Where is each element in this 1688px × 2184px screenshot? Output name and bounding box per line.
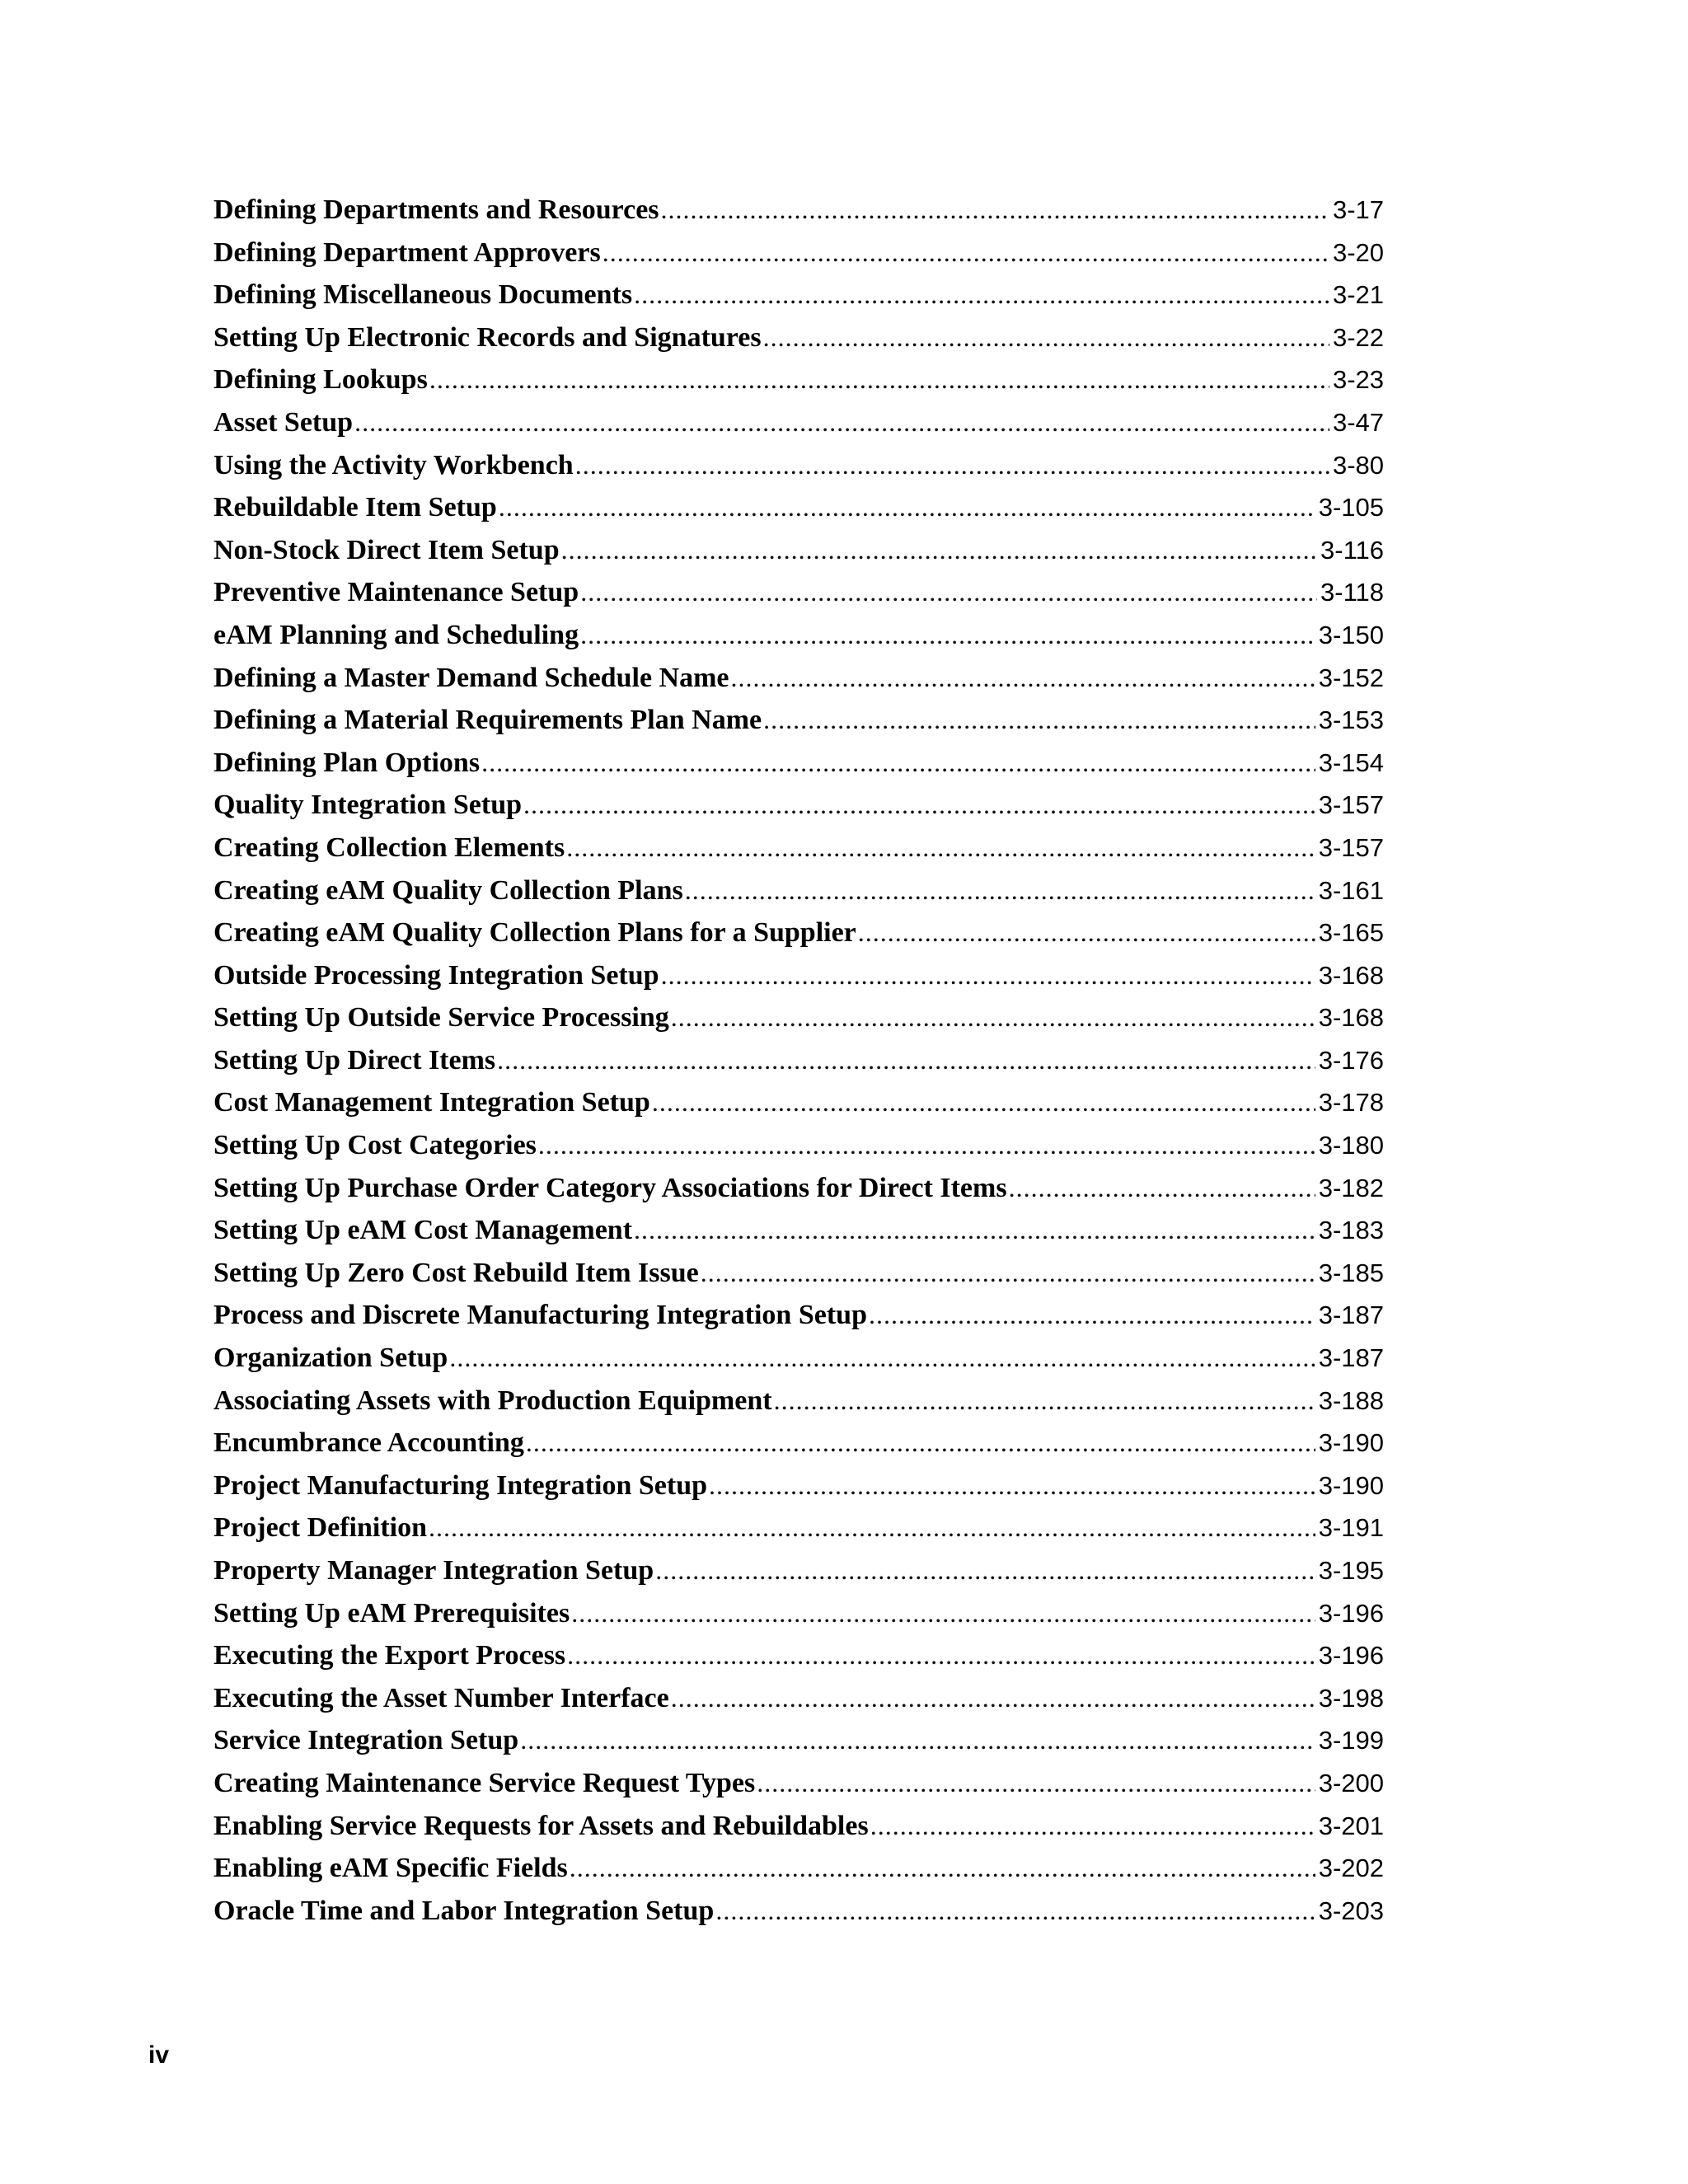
toc-entry-title: Setting Up Electronic Records and Signatures [213, 321, 762, 353]
toc-entry-title: Process and Discrete Manufacturing Integration Setup [213, 1300, 867, 1331]
toc-entry[interactable] [213, 1896, 1384, 1938]
toc-entry-page: 3-180 [1318, 1131, 1384, 1160]
dot-leader [709, 1470, 1315, 1501]
dot-leader [757, 1768, 1315, 1798]
toc-entry[interactable] [213, 705, 1384, 748]
dot-leader [661, 960, 1315, 991]
dot-leader [774, 1385, 1315, 1416]
toc-entry[interactable] [213, 535, 1384, 578]
toc-entry[interactable] [213, 748, 1384, 790]
toc-entry[interactable] [213, 790, 1384, 832]
toc-entry-title: Setting Up Purchase Order Category Associations for Direct Items [213, 1172, 1007, 1203]
toc-entry-page: 3-165 [1318, 918, 1384, 948]
dot-leader [661, 194, 1329, 225]
toc-entry-title: Creating Collection Elements [213, 832, 565, 863]
toc-entry[interactable] [213, 279, 1384, 322]
dot-leader [731, 663, 1315, 693]
dot-leader [715, 1896, 1315, 1926]
toc-entry-title: Defining Miscellaneous Documents [213, 279, 633, 311]
toc-entry-page: 3-157 [1318, 790, 1384, 820]
toc-entry[interactable] [213, 1427, 1384, 1470]
toc-entry-title: Setting Up eAM Cost Management [213, 1215, 633, 1246]
dot-leader [580, 577, 1317, 607]
dot-leader [499, 492, 1315, 523]
toc-entry-title: Creating eAM Quality Collection Plans [213, 874, 683, 906]
toc-entry[interactable] [213, 1087, 1384, 1130]
toc-entry[interactable] [213, 407, 1384, 450]
toc-entry-page: 3-202 [1318, 1854, 1384, 1883]
toc-entry[interactable] [213, 1343, 1384, 1385]
dot-leader [429, 364, 1329, 395]
toc-entry-page: 3-196 [1318, 1641, 1384, 1671]
toc-entry[interactable] [213, 1215, 1384, 1258]
dot-leader [858, 917, 1315, 948]
dot-leader [763, 322, 1329, 353]
toc-entry[interactable] [213, 1258, 1384, 1301]
toc-entry-title: Encumbrance Accounting [213, 1427, 524, 1459]
toc-entry-title: Project Definition [213, 1512, 428, 1544]
dot-leader [570, 1853, 1315, 1883]
toc-entry-page: 3-195 [1318, 1556, 1384, 1585]
dot-leader [571, 1598, 1315, 1629]
toc-entry[interactable] [213, 832, 1384, 875]
dot-leader [1009, 1173, 1315, 1203]
table-of-contents [213, 194, 1384, 1938]
toc-entry-title: Executing the Asset Number Interface [213, 1682, 669, 1713]
dot-leader [481, 748, 1315, 778]
toc-entry[interactable] [213, 663, 1384, 705]
toc-entry-title: Defining Department Approvers [213, 237, 601, 268]
toc-entry-title: Service Integration Setup [213, 1725, 519, 1756]
toc-entry-title: Organization Setup [213, 1343, 448, 1374]
toc-entry-page: 3-20 [1332, 237, 1384, 267]
dot-leader [869, 1300, 1315, 1330]
toc-entry-title: Enabling eAM Specific Fields [213, 1853, 568, 1884]
toc-entry-title: Quality Integration Setup [213, 790, 523, 821]
toc-entry[interactable] [213, 322, 1384, 365]
toc-entry-page: 3-17 [1332, 195, 1384, 224]
toc-entry-page: 3-168 [1318, 960, 1384, 990]
toc-entry[interactable] [213, 1811, 1384, 1854]
toc-entry-page: 3-203 [1318, 1896, 1384, 1925]
dot-leader [497, 1045, 1315, 1076]
toc-entry-title: Executing the Export Process [213, 1640, 566, 1671]
toc-entry-page: 3-188 [1318, 1385, 1384, 1415]
toc-entry-title: Defining a Master Demand Schedule Name [213, 662, 729, 693]
toc-entry[interactable] [213, 1300, 1384, 1343]
toc-entry[interactable] [213, 450, 1384, 493]
dot-leader [449, 1343, 1315, 1373]
dot-leader [526, 1427, 1315, 1458]
toc-entry-page: 3-152 [1318, 663, 1384, 692]
toc-entry-title: Creating Maintenance Service Request Types [213, 1767, 756, 1798]
toc-entry-page: 3-183 [1318, 1216, 1384, 1245]
dot-leader [671, 1683, 1315, 1713]
toc-entry-page: 3-201 [1318, 1811, 1384, 1840]
toc-entry-page: 3-187 [1318, 1343, 1384, 1373]
page-number: iv [148, 2041, 170, 2069]
toc-entry[interactable] [213, 194, 1384, 237]
toc-entry-title: Setting Up Outside Service Processing [213, 1002, 669, 1033]
toc-entry-title: Cost Management Integration Setup [213, 1087, 650, 1118]
toc-entry-page: 3-185 [1318, 1258, 1384, 1287]
toc-entry-page: 3-150 [1318, 620, 1384, 649]
toc-entry-page: 3-168 [1318, 1003, 1384, 1033]
toc-entry-title: Defining Lookups [213, 364, 428, 396]
toc-entry-title: Setting Up eAM Prerequisites [213, 1597, 570, 1629]
toc-entry[interactable] [213, 1640, 1384, 1683]
toc-entry-title: Associating Assets with Production Equipment [213, 1385, 772, 1416]
toc-entry-page: 3-178 [1318, 1088, 1384, 1118]
toc-entry-page: 3-196 [1318, 1598, 1384, 1628]
toc-entry-title: eAM Planning and Scheduling [213, 619, 579, 650]
toc-entry-page: 3-161 [1318, 875, 1384, 905]
toc-entry[interactable] [213, 577, 1384, 620]
toc-entry-page: 3-118 [1320, 578, 1384, 607]
toc-entry-title: Project Manufacturing Integration Setup [213, 1469, 708, 1501]
toc-entry[interactable] [213, 1385, 1384, 1428]
dot-leader [538, 1130, 1315, 1160]
toc-entry[interactable] [213, 237, 1384, 280]
toc-entry-title: Non-Stock Direct Item Setup [213, 534, 560, 565]
toc-entry[interactable] [213, 875, 1384, 918]
toc-entry-page: 3-187 [1318, 1301, 1384, 1330]
toc-entry-title: Property Manager Integration Setup [213, 1555, 654, 1586]
dot-leader [580, 620, 1315, 650]
dot-leader [671, 1002, 1315, 1033]
toc-entry[interactable] [213, 620, 1384, 663]
dot-leader [685, 875, 1315, 906]
toc-entry-page: 3-190 [1318, 1428, 1384, 1458]
toc-entry[interactable] [213, 960, 1384, 1003]
dot-leader [763, 705, 1315, 735]
toc-entry-page: 3-190 [1318, 1470, 1384, 1500]
toc-entry-title: Setting Up Direct Items [213, 1044, 496, 1076]
dot-leader [652, 1087, 1315, 1118]
toc-entry[interactable] [213, 1512, 1384, 1555]
toc-entry-page: 3-47 [1332, 407, 1384, 437]
toc-entry-title: Defining a Material Requirements Plan Name [213, 705, 762, 736]
dot-leader [655, 1555, 1315, 1586]
toc-entry[interactable] [213, 1470, 1384, 1513]
toc-entry[interactable] [213, 1045, 1384, 1088]
toc-entry[interactable] [213, 1130, 1384, 1173]
dot-leader [354, 407, 1329, 438]
toc-entry-title: Creating eAM Quality Collection Plans for a Supplier [213, 917, 856, 949]
toc-entry-page: 3-116 [1320, 535, 1384, 565]
toc-entry-page: 3-105 [1318, 493, 1384, 523]
toc-entry-page: 3-157 [1318, 832, 1384, 862]
toc-entry[interactable] [213, 1555, 1384, 1598]
toc-entry-page: 3-153 [1318, 705, 1384, 735]
dot-leader [575, 450, 1329, 480]
toc-entry[interactable] [213, 917, 1384, 960]
dot-leader [701, 1258, 1315, 1288]
dot-leader [520, 1725, 1315, 1755]
dot-leader [634, 279, 1329, 310]
toc-entry[interactable] [213, 1725, 1384, 1768]
toc-entry-title: Rebuildable Item Setup [213, 492, 497, 523]
toc-entry-page: 3-154 [1318, 748, 1384, 777]
dot-leader [567, 1640, 1315, 1671]
toc-entry-page: 3-200 [1318, 1768, 1384, 1797]
toc-entry-page: 3-191 [1318, 1513, 1384, 1543]
toc-entry-title: Setting Up Cost Categories [213, 1130, 537, 1161]
toc-entry-title: Outside Processing Integration Setup [213, 959, 659, 991]
dot-leader [566, 832, 1315, 863]
toc-entry-title: Defining Departments and Resources [213, 194, 659, 225]
toc-entry-title: Enabling Service Requests for Assets and Rebuildables [213, 1810, 869, 1841]
toc-entry[interactable] [213, 1002, 1384, 1045]
toc-entry-page: 3-23 [1332, 365, 1384, 395]
toc-entry-title: Using the Activity Workbench [213, 449, 574, 480]
toc-entry[interactable] [213, 1768, 1384, 1811]
toc-entry-title: Preventive Maintenance Setup [213, 577, 579, 608]
toc-entry-page: 3-176 [1318, 1045, 1384, 1075]
toc-entry-page: 3-80 [1332, 450, 1384, 480]
toc-entry[interactable] [213, 492, 1384, 535]
toc-entry[interactable] [213, 1853, 1384, 1896]
dot-leader [870, 1811, 1315, 1841]
toc-entry-title: Setting Up Zero Cost Rebuild Item Issue [213, 1257, 699, 1288]
toc-entry-page: 3-22 [1332, 322, 1384, 352]
toc-entry-page: 3-199 [1318, 1726, 1384, 1755]
toc-entry-title: Oracle Time and Labor Integration Setup [213, 1895, 715, 1926]
toc-entry-page: 3-21 [1332, 280, 1384, 310]
toc-entry-title: Asset Setup [213, 406, 354, 438]
dot-leader [523, 790, 1315, 820]
toc-entry-title: Defining Plan Options [213, 747, 481, 778]
toc-entry[interactable] [213, 364, 1384, 407]
dot-leader [603, 237, 1329, 268]
dot-leader [634, 1215, 1315, 1245]
toc-entry-page: 3-198 [1318, 1683, 1384, 1713]
toc-entry-page: 3-182 [1318, 1173, 1384, 1202]
dot-leader [561, 535, 1317, 565]
toc-entry[interactable] [213, 1173, 1384, 1216]
toc-entry[interactable] [213, 1683, 1384, 1726]
dot-leader [429, 1512, 1315, 1543]
toc-entry[interactable] [213, 1598, 1384, 1641]
